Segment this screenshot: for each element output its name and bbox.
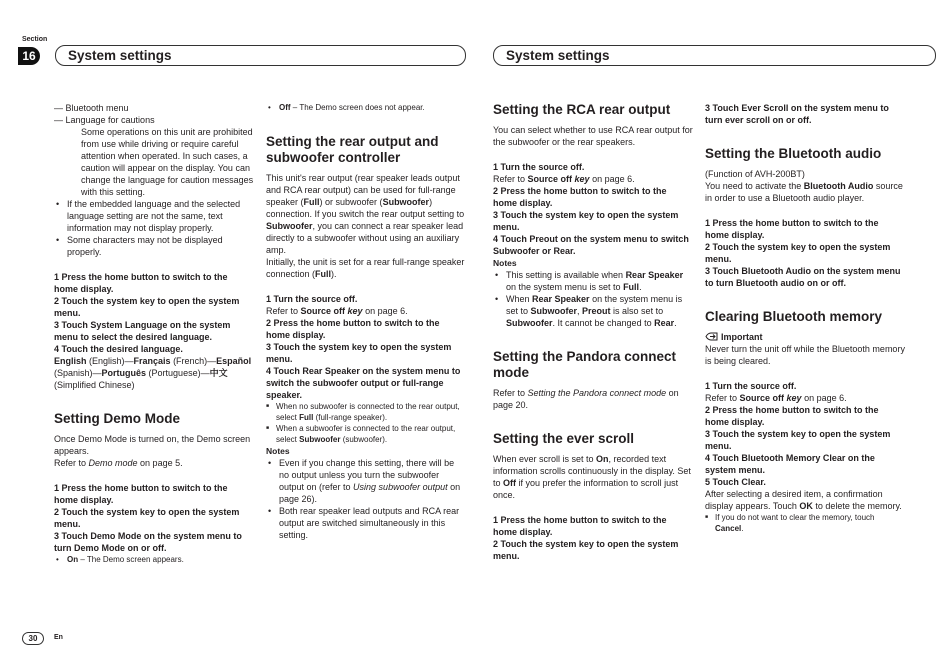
paragraph: (Function of AVH-200BT) [705, 169, 805, 179]
step: 3 Touch the system key to open the system menu. [705, 429, 891, 451]
step: 1 Press the home button to switch to the home display. [54, 272, 228, 294]
step: 2 Touch the system key to open the system menu. [493, 539, 679, 561]
step: 5 Touch Clear. [705, 477, 766, 487]
notes-title: Notes [493, 258, 517, 268]
important-label: Important [705, 331, 905, 343]
header-right: System settings [493, 45, 936, 66]
reference: Refer to Demo mode on page 5. [54, 458, 183, 468]
bullet-item: • This setting is available when Rear Speaker on the system menu is set to Full. [493, 269, 693, 293]
step: 3 Touch Demo Mode on the system menu to turn Demo Mode on or off. [54, 531, 242, 553]
section-heading: Setting the Bluetooth audio [705, 146, 882, 161]
step: 4 Touch Rear Speaker on the system menu to switch the subwoofer output or full-range speaker. [266, 366, 461, 400]
dash-item: — Bluetooth menu [54, 103, 129, 113]
language-list: English (English)—Français (French)—Español (Spanish)—Português (Portuguese)—中文 (Simplified Chinese) [54, 356, 252, 390]
bullet-item: • When Rear Speaker on the system menu is set to Subwoofer, Preout is also set to Subwoofer. It cannot be changed to Rear. [493, 293, 693, 329]
important-icon [705, 332, 718, 341]
section-heading: Setting the rear output and subwoofer controller [266, 134, 439, 165]
step: 2 Touch the system key to open the system menu. [705, 242, 891, 264]
step: 1 Turn the source off. [493, 162, 585, 172]
paragraph: You can select whether to use RCA rear output for the subwoofer or the rear speakers. [493, 125, 693, 147]
section-label: Section [22, 36, 48, 43]
step: 3 Touch Bluetooth Audio on the system menu to turn Bluetooth audio on or off. [705, 266, 901, 288]
step: 1 Press the home button to switch to the home display. [493, 515, 667, 537]
section-heading: Setting the RCA rear output [493, 102, 671, 117]
column-4 [705, 102, 905, 534]
bullet-item: • If the embedded language and the selected language setting are not the same, text information may not display properly. [54, 198, 254, 234]
step: 2 Touch the system key to open the system menu. [54, 507, 240, 529]
square-note: ■ When a subwoofer is connected to the rear output, select Subwoofer (subwoofer). [266, 423, 466, 445]
paragraph: Initially, the unit is set for a rear full-range speaker connection (Full). [266, 257, 465, 279]
dash-item: — Language for cautions [54, 115, 155, 125]
paragraph: You need to activate the Bluetooth Audio source in order to use a Bluetooth audio player. [705, 181, 903, 203]
paragraph: Once Demo Mode is turned on, the Demo screen appears. [54, 434, 251, 456]
paragraph: Never turn the unit off while the Bluetooth memory is being cleared. [705, 344, 905, 366]
step: 2 Press the home button to switch to the home display. [493, 186, 667, 208]
bullet-item: • Some characters may not be displayed properly. [54, 234, 254, 258]
reference: Refer to Source off key on page 6. [705, 393, 847, 403]
step: 3 Touch Ever Scroll on the system menu to turn ever scroll on or off. [705, 103, 889, 125]
step: 2 Touch the system key to open the system menu. [54, 296, 240, 318]
step: 1 Turn the source off. [266, 294, 358, 304]
step: 4 Touch Bluetooth Memory Clear on the system menu. [705, 453, 875, 475]
reference: Refer to Setting the Pandora connect mode on page 20. [493, 388, 679, 410]
page-number: 30 [22, 632, 44, 645]
step: 2 Press the home button to switch to the home display. [266, 318, 440, 340]
step: 3 Touch the system key to open the system menu. [266, 342, 452, 364]
step: 1 Turn the source off. [705, 381, 797, 391]
paragraph: When ever scroll is set to On, recorded text information scrolls continuously in the display. Set to Off if you prefer the information to scroll just once. [493, 454, 691, 500]
bullet-item: • Off – The Demo screen does not appear. [266, 102, 466, 114]
step: 2 Press the home button to switch to the home display. [705, 405, 879, 427]
reference: Refer to Source off key on page 6. [493, 174, 635, 184]
language-code: En [54, 634, 63, 641]
paragraph: This unit's rear output (rear speaker leads output and RCA rear output) can be used for full-range speaker (Full) or subwoofer (Subwoofer) connection. If you switch the rear output setting to Subwoofer, you can connect a rear speaker lead directly to a subwoofer without using an auxiliary amp. [266, 173, 465, 255]
step: 3 Touch the system key to open the system menu. [493, 210, 679, 232]
section-heading: Setting the Pandora connect mode [493, 349, 677, 380]
column-3 [493, 102, 693, 562]
notes-title: Notes [266, 446, 290, 456]
paragraph: After selecting a desired item, a confirmation display appears. Touch OK to delete the memory. [705, 489, 902, 511]
header-left: System settings [55, 45, 466, 66]
section-heading: Clearing Bluetooth memory [705, 309, 883, 324]
column-2 [266, 102, 466, 541]
step: 4 Touch Preout on the system menu to switch Subwoofer or Rear. [493, 234, 689, 256]
column-1 [54, 102, 254, 566]
reference: Refer to Source off key on page 6. [266, 306, 408, 316]
bullet-item: • Both rear speaker lead outputs and RCA rear output are switched simultaneously in this setting. [266, 505, 466, 541]
dash-body: Some operations on this unit are prohibited from use while driving or require careful attention when operated. In such cases, a caution will appear on the display. You can change the language for caution messages with this setting. [81, 127, 254, 197]
square-note: ■ When no subwoofer is connected to the rear output, select Full (full-range speaker). [266, 401, 466, 423]
step: 1 Press the home button to switch to the home display. [54, 483, 228, 505]
step: 1 Press the home button to switch to the home display. [705, 218, 879, 240]
step: 4 Touch the desired language. [54, 344, 183, 354]
bullet-item: • Even if you change this setting, there will be no output unless you turn the subwoofer output on (refer to Using subwoofer output on page 26). [266, 457, 466, 505]
section-number: 16 [18, 47, 40, 65]
square-note: ■ If you do not want to clear the memory, touch Cancel. [705, 512, 905, 534]
step: 3 Touch System Language on the system menu to select the desired language. [54, 320, 231, 342]
section-heading: Setting the ever scroll [493, 431, 635, 446]
bullet-item: • On – The Demo screen appears. [54, 554, 254, 566]
section-heading: Setting Demo Mode [54, 411, 181, 426]
